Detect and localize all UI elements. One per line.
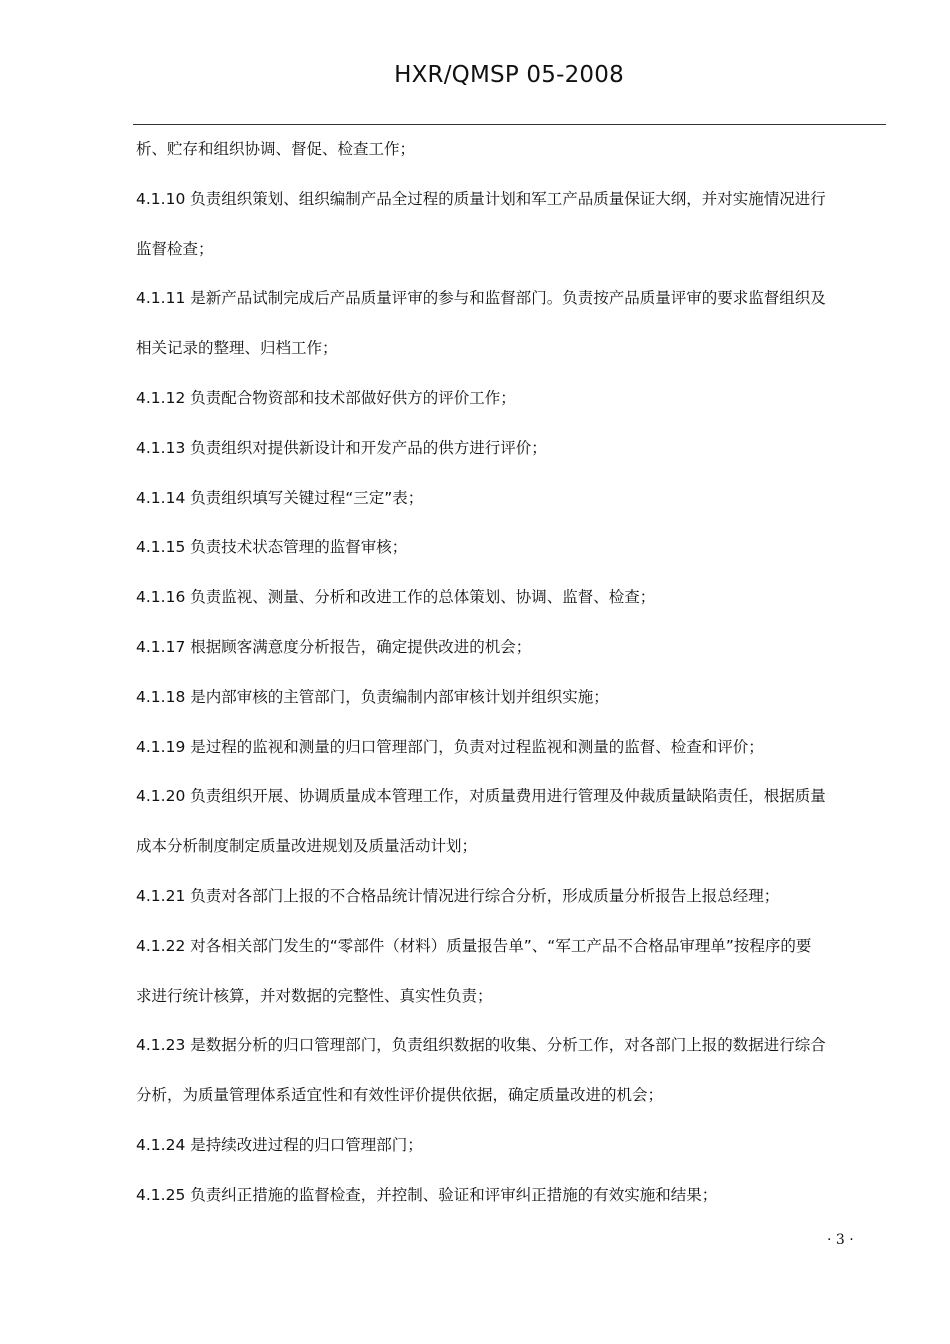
text-line: 相关记录的整理、归档工作； [136, 339, 338, 358]
clause-4-1-13: 4.1.13 负责组织对提供新设计和开发产品的供方进行评价； [136, 438, 547, 457]
clause-4-1-25: 4.1.25 负责纠正措施的监督检查，并控制、验证和评审纠正措施的有效实施和结果； [136, 1185, 718, 1204]
clause-4-1-16: 4.1.16 负责监视、测量、分析和改进工作的总体策划、协调、监督、检查； [136, 588, 656, 607]
clause-4-1-21: 4.1.21 负责对各部门上报的不合格品统计情况进行综合分析，形成质量分析报告上报总经理； [136, 886, 780, 905]
clause-4-1-22: 4.1.22 对各相关部门发生的“零部件（材料）质量报告单”、“军工产品不合格品审理单”按程序的要 [136, 936, 812, 955]
clause-4-1-23: 4.1.23 是数据分析的归口管理部门，负责组织数据的收集、分析工作，对各部门上报的数据进行综合 [136, 1036, 826, 1055]
document-body [136, 135, 886, 1231]
clause-4-1-24: 4.1.24 是持续改进过程的归口管理部门； [136, 1135, 423, 1154]
text-line: 求进行统计核算，并对数据的完整性、真实性负责； [136, 986, 493, 1005]
clause-4-1-20: 4.1.20 负责组织开展、协调质量成本管理工作，对质量费用进行管理及仲裁质量缺陷责任，根据质量 [136, 787, 826, 806]
clause-4-1-11: 4.1.11 是新产品试制完成后产品质量评审的参与和监督部门。负责按产品质量评审的要求监督组织及 [136, 289, 826, 308]
header-divider [133, 124, 886, 125]
clause-4-1-18: 4.1.18 是内部审核的主管部门，负责编制内部审核计划并组织实施； [136, 687, 609, 706]
clause-4-1-19: 4.1.19 是过程的监视和测量的归口管理部门，负责对过程监视和测量的监督、检查和评价； [136, 737, 764, 756]
clause-4-1-17: 4.1.17 根据顾客满意度分析报告，确定提供改进的机会； [136, 637, 532, 656]
clause-4-1-10: 4.1.10 负责组织策划、组织编制产品全过程的质量计划和军工产品质量保证大纲，并对实施情况进行 [136, 189, 826, 208]
document-code-header: HXR/QMSP 05-2008 [394, 62, 624, 88]
clause-4-1-12: 4.1.12 负责配合物资部和技术部做好供方的评价工作； [136, 388, 516, 407]
text-line: 析、贮存和组织协调、督促、检查工作； [136, 140, 416, 158]
page-number: · 3 · [827, 1232, 854, 1248]
text-line: 分析，为质量管理体系适宜性和有效性评价提供依据，确定质量改进的机会； [136, 1086, 664, 1105]
clause-4-1-14: 4.1.14 负责组织填写关键过程“三定”表； [136, 488, 424, 507]
text-line: 监督检查； [136, 239, 214, 258]
clause-4-1-15: 4.1.15 负责技术状态管理的监督审核； [136, 538, 408, 557]
text-line: 成本分析制度制定质量改进规划及质量活动计划； [136, 837, 478, 856]
